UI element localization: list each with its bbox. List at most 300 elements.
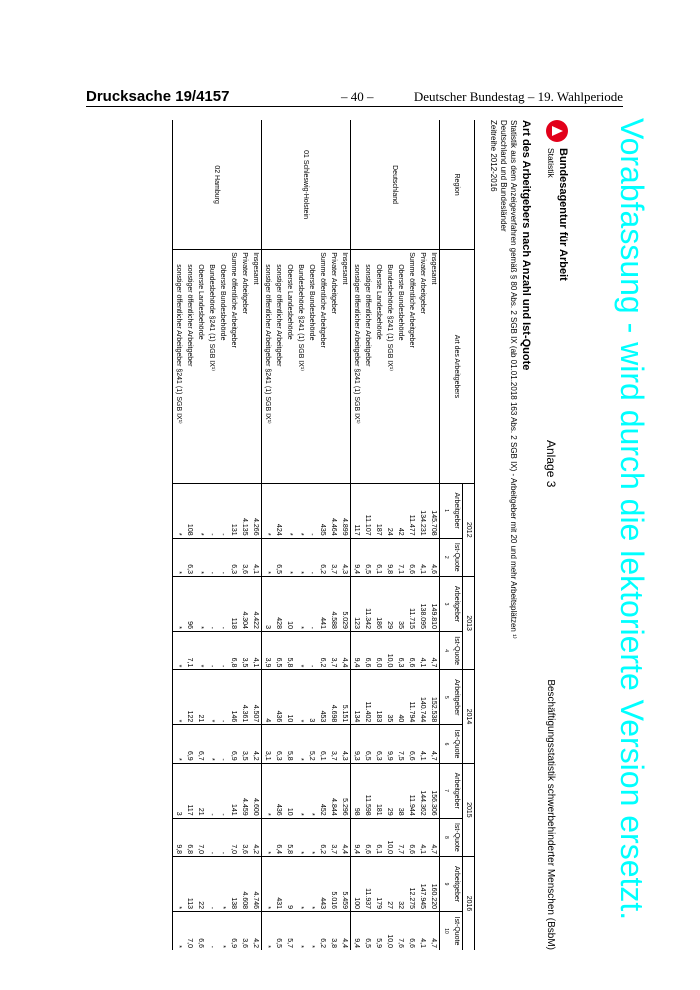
col-number: 4 — [440, 631, 452, 669]
ist-quote-cell: * — [262, 912, 274, 950]
arbeitgeber-cell: 441 — [317, 576, 328, 631]
ist-quote-cell: 6,5 — [273, 538, 284, 576]
ist-quote-cell: 4,7 — [428, 912, 440, 950]
arbeitgeber-cell: 11.402 — [362, 670, 373, 725]
arbeitgeber-cell: 35 — [395, 576, 406, 631]
ist-quote-cell: 6,6 — [406, 631, 417, 669]
ist-quote-cell: 3,6 — [239, 818, 250, 856]
arbeitgeber-cell: 113 — [184, 857, 195, 912]
col-arbeitgeber: Arbeitgeber — [451, 483, 463, 538]
arbeitgeber-cell: 4.266 — [250, 483, 262, 538]
arbeitgeber-cell: * — [295, 670, 306, 725]
ist-quote-cell: 6,6 — [406, 538, 417, 576]
ist-quote-cell: 4,1 — [250, 538, 262, 576]
ist-quote-cell: * — [173, 725, 185, 763]
arbeitgeber-cell: 3 — [173, 763, 185, 818]
row-label: Summe öffentliche Arbeitgeber — [317, 250, 328, 483]
arbeitgeber-cell: 29 — [384, 763, 395, 818]
arbeitgeber-cell: 5.016 — [328, 857, 339, 912]
ist-quote-cell: 4,1 — [417, 631, 428, 669]
ist-quote-cell: 5,9 — [373, 912, 384, 950]
ist-quote-cell: 5,8 — [284, 725, 295, 763]
ist-quote-cell: 6,5 — [362, 538, 373, 576]
arbeitgeber-cell: 10 — [284, 670, 295, 725]
ist-quote-cell: 6,1 — [317, 725, 328, 763]
ist-quote-cell: 6,2 — [317, 538, 328, 576]
arbeitgeber-cell: - — [217, 576, 228, 631]
ist-quote-cell: - — [217, 725, 228, 763]
arbeitgeber-cell: 5.151 — [339, 670, 351, 725]
arbeitgeber-cell: 11.944 — [406, 763, 417, 818]
row-label: Insgesamt — [339, 250, 351, 483]
col-ist-quote: Ist-Quote — [451, 538, 463, 576]
arbeitgeber-cell: 134.231 — [417, 483, 428, 538]
arbeitgeber-cell: 160.220 — [428, 857, 440, 912]
col-number: 2 — [440, 538, 452, 576]
ist-quote-cell: 3,8 — [328, 912, 339, 950]
arbeitgeber-cell: * — [195, 483, 206, 538]
table-row — [250, 120, 262, 950]
ist-quote-cell: 4,1 — [250, 631, 262, 669]
ist-quote-cell: * — [173, 912, 185, 950]
ist-quote-cell: 4,7 — [428, 631, 440, 669]
ist-quote-cell: * — [295, 631, 306, 669]
arbeitgeber-cell: 32 — [395, 857, 406, 912]
year-header: 2014 — [463, 670, 475, 763]
arbeitgeber-cell: 24 — [384, 483, 395, 538]
arbeitgeber-cell: 4.600 — [250, 763, 262, 818]
ist-quote-cell: 6,9 — [228, 912, 239, 950]
ist-quote-cell: 3,7 — [328, 818, 339, 856]
arbeitgeber-cell: 40 — [395, 670, 406, 725]
ist-quote-cell: 9,4 — [351, 631, 363, 669]
row-label: Bundesbehörde §241 (1) SGB IX¹⁾ — [384, 250, 395, 483]
ist-quote-cell: 6,6 — [406, 725, 417, 763]
ist-quote-cell: * — [262, 538, 274, 576]
ist-quote-cell: - — [206, 631, 217, 669]
arbeitgeber-cell: 10 — [284, 576, 295, 631]
ist-quote-cell: * — [195, 538, 206, 576]
arbeitgeber-cell: 11.715 — [406, 576, 417, 631]
arbeitgeber-cell: 4.459 — [239, 763, 250, 818]
row-label: Oberste Landesbehörde — [195, 250, 206, 483]
ist-quote-cell: * — [306, 912, 317, 950]
arbeitgeber-cell: 140.744 — [417, 670, 428, 725]
ist-quote-cell: 5,8 — [284, 631, 295, 669]
arbeitgeber-cell: 5.296 — [339, 763, 351, 818]
arbeitgeber-cell: - — [206, 483, 217, 538]
col-arbeitgeber: Arbeitgeber — [451, 576, 463, 631]
ist-quote-cell: 6,5 — [273, 631, 284, 669]
ist-quote-cell: - — [206, 538, 217, 576]
ist-quote-cell: 7,0 — [228, 818, 239, 856]
arbeitgeber-cell: 22 — [195, 857, 206, 912]
arbeitgeber-cell: 29 — [384, 576, 395, 631]
region-cell: Deutschland — [351, 120, 440, 250]
col-number: 10 — [440, 912, 452, 950]
drucksache-number: 19/4157 — [175, 88, 230, 105]
ist-quote-cell: 6,3 — [228, 538, 239, 576]
row-label: Privater Arbeitgeber — [328, 250, 339, 483]
arbeitgeber-cell: - — [206, 857, 217, 912]
ist-quote-cell: 3,7 — [328, 725, 339, 763]
year-header: 2016 — [463, 857, 475, 950]
arbeitgeber-cell: 11.937 — [362, 857, 373, 912]
arbeitgeber-cell: 431 — [273, 857, 284, 912]
arbeitgeber-cell: 4.844 — [328, 763, 339, 818]
col-number: 3 — [440, 576, 452, 631]
arbeitgeber-cell: 12.275 — [406, 857, 417, 912]
ist-quote-cell: 5,7 — [284, 912, 295, 950]
arbeitgeber-cell: 5.029 — [339, 576, 351, 631]
col-number: 6 — [440, 725, 452, 763]
draft-watermark: Vorabfassung - wird durch die lektorierte Version ersetzt. — [614, 118, 650, 921]
row-label: Oberste Bundesbehörde — [395, 250, 406, 483]
ist-quote-cell: 6,1 — [373, 538, 384, 576]
table-row — [428, 120, 440, 950]
ist-quote-cell: 4,2 — [250, 725, 262, 763]
statistic-name: Beschäftigungsstatistik schwerbehinderter Menschen (BsbM) — [545, 679, 556, 950]
table-body — [173, 120, 440, 950]
ist-quote-cell: 3,5 — [239, 631, 250, 669]
ist-quote-cell: 4,6 — [428, 538, 440, 576]
ist-quote-cell: * — [173, 631, 185, 669]
row-label: sonstiger öffentlicher Arbeitgeber §241 (1) SGB IX¹⁾ — [262, 250, 274, 483]
arbeitgeber-cell: 146 — [228, 670, 239, 725]
ist-quote-cell: 6,9 — [184, 725, 195, 763]
arbeitgeber-cell: 141 — [228, 763, 239, 818]
ist-quote-cell: 6,6 — [195, 912, 206, 950]
subtitle-line-2: Deutschland und Bundesländer — [499, 120, 508, 232]
ist-quote-cell: 6,3 — [373, 725, 384, 763]
arbeitgeber-cell: 452 — [317, 763, 328, 818]
ist-quote-cell: 4,1 — [417, 538, 428, 576]
arbeitgeber-cell: 428 — [273, 576, 284, 631]
arbeitgeber-cell: 4.464 — [328, 483, 339, 538]
row-label: Oberste Landesbehörde — [284, 250, 295, 483]
ist-quote-cell: * — [206, 725, 217, 763]
arbeitgeber-cell: * — [295, 483, 306, 538]
ist-quote-cell: 6,6 — [362, 818, 373, 856]
arbeitgeber-cell: * — [206, 670, 217, 725]
arbeitgeber-cell: 100 — [351, 857, 363, 912]
region-cell: 01 Schleswig-Holstein — [262, 120, 351, 250]
col-number: 5 — [440, 670, 452, 725]
arbeitgeber-cell: 443 — [317, 857, 328, 912]
arbeitgeber-cell: 4.588 — [328, 576, 339, 631]
arbeitgeber-cell: 138 — [228, 857, 239, 912]
ist-quote-cell: 6,5 — [362, 912, 373, 950]
col-ist-quote: Ist-Quote — [451, 912, 463, 950]
arbeitgeber-cell: * — [262, 483, 274, 538]
arbeitgeber-cell: 11.477 — [406, 483, 417, 538]
col-ist-quote: Ist-Quote — [451, 818, 463, 856]
arbeitgeber-cell: 42 — [395, 483, 406, 538]
arbeitgeber-cell: 435 — [317, 483, 328, 538]
arbeitgeber-cell: 424 — [273, 483, 284, 538]
arbeitgeber-cell: 4.135 — [239, 483, 250, 538]
ist-quote-cell: 6,2 — [317, 912, 328, 950]
ist-quote-cell: 4,3 — [339, 538, 351, 576]
ist-quote-cell: 4,7 — [428, 818, 440, 856]
row-label: Bundesbehörde §241 (1) SGB IX¹⁾ — [295, 250, 306, 483]
ist-quote-cell: 6,8 — [184, 818, 195, 856]
ist-quote-cell: 7,0 — [195, 818, 206, 856]
row-label: Oberste Bundesbehörde — [306, 250, 317, 483]
arbeitgeber-cell: 4.899 — [339, 483, 351, 538]
arbeitgeber-cell: 149.810 — [428, 576, 440, 631]
ist-quote-cell: 4,1 — [417, 818, 428, 856]
arbeitgeber-cell: - — [206, 576, 217, 631]
ist-quote-cell: 6,8 — [228, 631, 239, 669]
arbeitgeber-cell: 187 — [373, 483, 384, 538]
ist-quote-cell: 7,6 — [395, 912, 406, 950]
ist-quote-cell: 10,0 — [384, 818, 395, 856]
ist-quote-cell: 3,6 — [239, 538, 250, 576]
ist-quote-cell: 6,5 — [362, 725, 373, 763]
arbeitgeber-cell: 11.598 — [362, 763, 373, 818]
ist-quote-cell: 10,0 — [384, 912, 395, 950]
col-number: 9 — [440, 857, 452, 912]
arbeitgeber-cell: * — [306, 857, 317, 912]
ist-quote-cell: 7,0 — [184, 912, 195, 950]
row-label: Summe öffentliche Arbeitgeber — [406, 250, 417, 483]
arbeitgeber-cell: 117 — [351, 483, 363, 538]
ist-quote-cell: 3,6 — [239, 912, 250, 950]
arbeitgeber-cell: 11.794 — [406, 670, 417, 725]
arbeitgeber-cell: - — [217, 763, 228, 818]
arbeitgeber-cell: 96 — [184, 576, 195, 631]
arbeitgeber-cell: 453 — [317, 670, 328, 725]
arbeitgeber-cell: 3 — [306, 670, 317, 725]
ist-quote-cell: 4,4 — [339, 818, 351, 856]
ist-quote-cell: * — [306, 818, 317, 856]
ist-quote-cell: 6,4 — [273, 818, 284, 856]
arbeitgeber-cell: 122 — [184, 670, 195, 725]
arbeitgeber-cell: 21 — [195, 763, 206, 818]
arbeitgeber-cell: 11.107 — [362, 483, 373, 538]
arbeitgeber-cell: 4.698 — [328, 670, 339, 725]
ist-quote-cell: 7,5 — [395, 725, 406, 763]
ist-quote-cell: 9,4 — [351, 818, 363, 856]
arbeitgeber-cell: 123 — [351, 576, 363, 631]
ist-quote-cell: 6,6 — [406, 912, 417, 950]
arbeitgeber-cell: 27 — [384, 857, 395, 912]
ist-quote-cell: - — [306, 631, 317, 669]
arbeitgeber-cell: 38 — [395, 763, 406, 818]
arbeitgeber-cell: - — [306, 483, 317, 538]
agency-sub: Statistik — [546, 148, 556, 178]
col-ist-quote: Ist-Quote — [451, 631, 463, 669]
ist-quote-cell: 9,4 — [351, 538, 363, 576]
ist-quote-cell: 6,3 — [273, 725, 284, 763]
page-number: – 40 – — [341, 89, 374, 104]
row-label: Summe öffentliche Arbeitgeber — [228, 250, 239, 483]
ist-quote-cell: - — [306, 538, 317, 576]
ist-quote-cell: - — [217, 631, 228, 669]
ist-quote-cell: 3,1 — [262, 725, 274, 763]
col-number: 8 — [440, 818, 452, 856]
year-header: 2012 — [463, 483, 475, 576]
ist-quote-cell: 6,5 — [273, 912, 284, 950]
arbeitgeber-cell: 4.422 — [250, 576, 262, 631]
ist-quote-cell: * — [262, 818, 274, 856]
ist-quote-cell: 3,5 — [239, 725, 250, 763]
arbeitgeber-cell: 4.746 — [250, 857, 262, 912]
year-header: 2013 — [463, 576, 475, 669]
row-label: sonstiger öffentlicher Arbeitgeber §241 (1) SGB IX¹⁾ — [173, 250, 185, 483]
col-number: 7 — [440, 763, 452, 818]
arbeitgeber-cell: - — [217, 670, 228, 725]
drucksache-label: Drucksache 19/4157 — [86, 88, 230, 105]
row-label: Oberste Landesbehörde — [373, 250, 384, 483]
ist-quote-cell: 4,3 — [339, 725, 351, 763]
row-label: sonstiger öffentlicher Arbeitgeber §241 (1) SGB IX¹⁾ — [351, 250, 363, 483]
arbeitgeber-cell: 138.095 — [417, 576, 428, 631]
parliament-label: Deutscher Bundestag – 19. Wahlperiode — [413, 89, 623, 104]
arbeitgeber-cell: * — [306, 763, 317, 818]
ist-quote-cell: 4,4 — [339, 631, 351, 669]
arbeitgeber-cell: * — [295, 857, 306, 912]
ist-quote-cell: 9,9 — [384, 725, 395, 763]
arbeitgeber-cell: 4 — [262, 670, 274, 725]
arbeitgeber-cell: - — [306, 576, 317, 631]
arbeitgeber-cell: 147.945 — [417, 857, 428, 912]
ist-quote-cell: 9,4 — [351, 912, 363, 950]
ist-quote-cell: 3,9 — [262, 631, 274, 669]
ist-quote-cell: * — [295, 818, 306, 856]
arbeitgeber-cell: 179 — [373, 857, 384, 912]
arbeitgeber-cell: 5.459 — [339, 857, 351, 912]
data-table — [172, 120, 475, 950]
ist-quote-cell: 9,8 — [173, 818, 185, 856]
ist-quote-cell: 5,2 — [306, 725, 317, 763]
arbeitgeber-cell: * — [295, 763, 306, 818]
arbeitgeber-cell: * — [295, 576, 306, 631]
arbeitgeber-cell: * — [173, 576, 185, 631]
ist-quote-cell: 4,1 — [417, 912, 428, 950]
arbeitgeber-cell: 152.538 — [428, 670, 440, 725]
ist-quote-cell: 6,6 — [406, 818, 417, 856]
table-row — [339, 120, 351, 950]
row-label: Oberste Bundesbehörde — [217, 250, 228, 483]
ist-quote-cell: 3,7 — [328, 538, 339, 576]
ist-quote-cell: * — [295, 725, 306, 763]
arbeitgeber-cell: 131 — [228, 483, 239, 538]
arbeitgeber-cell: * — [173, 483, 185, 538]
arbeitgeber-cell: 4.608 — [239, 857, 250, 912]
col-arbeitgeber: Arbeitgeber — [451, 670, 463, 725]
subtitle-line-3: Zeitreihe 2012-2016 — [489, 120, 498, 192]
arbeitgeber-cell: 134 — [351, 670, 363, 725]
ist-quote-cell: 6,2 — [317, 631, 328, 669]
ist-quote-cell: - — [206, 912, 217, 950]
ist-quote-cell: 6,2 — [317, 818, 328, 856]
art-header: Art des Arbeitgebers — [440, 250, 475, 483]
arbeitgeber-cell: 181 — [373, 763, 384, 818]
col-arbeitgeber: Arbeitgeber — [451, 857, 463, 912]
rotated-table-page — [60, 120, 570, 950]
ist-quote-cell: 4,2 — [250, 912, 262, 950]
ist-quote-cell: 6,6 — [362, 631, 373, 669]
ist-quote-cell: 7,1 — [395, 538, 406, 576]
ist-quote-cell: - — [206, 818, 217, 856]
ist-quote-cell: * — [295, 912, 306, 950]
ist-quote-cell: 6,1 — [373, 818, 384, 856]
ist-quote-cell: 4,1 — [417, 725, 428, 763]
arbeitgeber-cell: 145.708 — [428, 483, 440, 538]
arbeitgeber-cell: * — [262, 857, 274, 912]
ba-logo-icon — [546, 120, 568, 142]
ist-quote-cell: 6,0 — [373, 631, 384, 669]
arbeitgeber-cell: 3 — [262, 576, 274, 631]
row-label: sonstiger öffentlicher Arbeitgeber — [184, 250, 195, 483]
ist-quote-cell: 7,1 — [184, 631, 195, 669]
arbeitgeber-cell: 4.304 — [239, 576, 250, 631]
arbeitgeber-cell: 11.342 — [362, 576, 373, 631]
agency-name: Bundesagentur für Arbeit — [557, 148, 569, 281]
row-label: Bundesbehörde §241 (1) SGB IX¹⁾ — [206, 250, 217, 483]
col-number: 1 — [440, 483, 452, 538]
arbeitgeber-cell: * — [173, 857, 185, 912]
ist-quote-cell: 4,2 — [250, 818, 262, 856]
subtitle-line-1: Statistik aus dem Anzeigeverfahren gemäß § 80 Abs. 2 SGB IX (ab 01.01.2018 163 Abs. 2 SGB IX) - Arbeitgeber mit 20 und mehr Arbeitsplätzen ¹⁾ — [509, 120, 518, 639]
arbeitgeber-cell: 9 — [284, 857, 295, 912]
row-label: Privater Arbeitgeber — [239, 250, 250, 483]
ist-quote-cell: - — [217, 538, 228, 576]
arbeitgeber-cell: - — [217, 483, 228, 538]
arbeitgeber-cell: 183 — [373, 670, 384, 725]
row-label: Insgesamt — [250, 250, 262, 483]
ist-quote-cell: 3,7 — [328, 631, 339, 669]
arbeitgeber-cell: * — [173, 670, 185, 725]
ist-quote-cell: 6,7 — [195, 725, 206, 763]
row-label: sonstiger öffentlicher Arbeitgeber — [273, 250, 284, 483]
ist-quote-cell: * — [173, 538, 185, 576]
ist-quote-cell: 5,8 — [284, 818, 295, 856]
arbeitgeber-cell: 117 — [184, 763, 195, 818]
ist-quote-cell: 9,8 — [384, 538, 395, 576]
arbeitgeber-cell: 21 — [195, 670, 206, 725]
table-title: Art des Arbeitgebers nach Anzahl und Ist-Quote — [520, 120, 532, 371]
region-cell: 02 Hamburg — [173, 120, 262, 250]
arbeitgeber-cell: * — [195, 576, 206, 631]
arbeitgeber-cell: * — [284, 483, 295, 538]
row-label: Privater Arbeitgeber — [417, 250, 428, 483]
arbeitgeber-cell: 156.306 — [428, 763, 440, 818]
annex-label: Anlage 3 — [544, 440, 558, 488]
ist-quote-cell: 6,3 — [395, 631, 406, 669]
arbeitgeber-cell: 118 — [228, 576, 239, 631]
arbeitgeber-cell: * — [217, 857, 228, 912]
ist-quote-cell: 6,3 — [184, 538, 195, 576]
row-label: Insgesamt — [428, 250, 440, 483]
arbeitgeber-cell: 4.507 — [250, 670, 262, 725]
arbeitgeber-cell: 144.362 — [417, 763, 428, 818]
ist-quote-cell: * — [195, 631, 206, 669]
arbeitgeber-cell: 436 — [273, 763, 284, 818]
arbeitgeber-cell: 108 — [184, 483, 195, 538]
arbeitgeber-cell: 35 — [384, 670, 395, 725]
page-header — [86, 88, 623, 107]
col-ist-quote: Ist-Quote — [451, 725, 463, 763]
arbeitgeber-cell: 10 — [284, 763, 295, 818]
ist-quote-cell: 4,4 — [339, 912, 351, 950]
arbeitgeber-cell: 186 — [373, 576, 384, 631]
year-header: 2015 — [463, 763, 475, 856]
arbeitgeber-cell: 436 — [273, 670, 284, 725]
ist-quote-cell: 7,7 — [395, 818, 406, 856]
